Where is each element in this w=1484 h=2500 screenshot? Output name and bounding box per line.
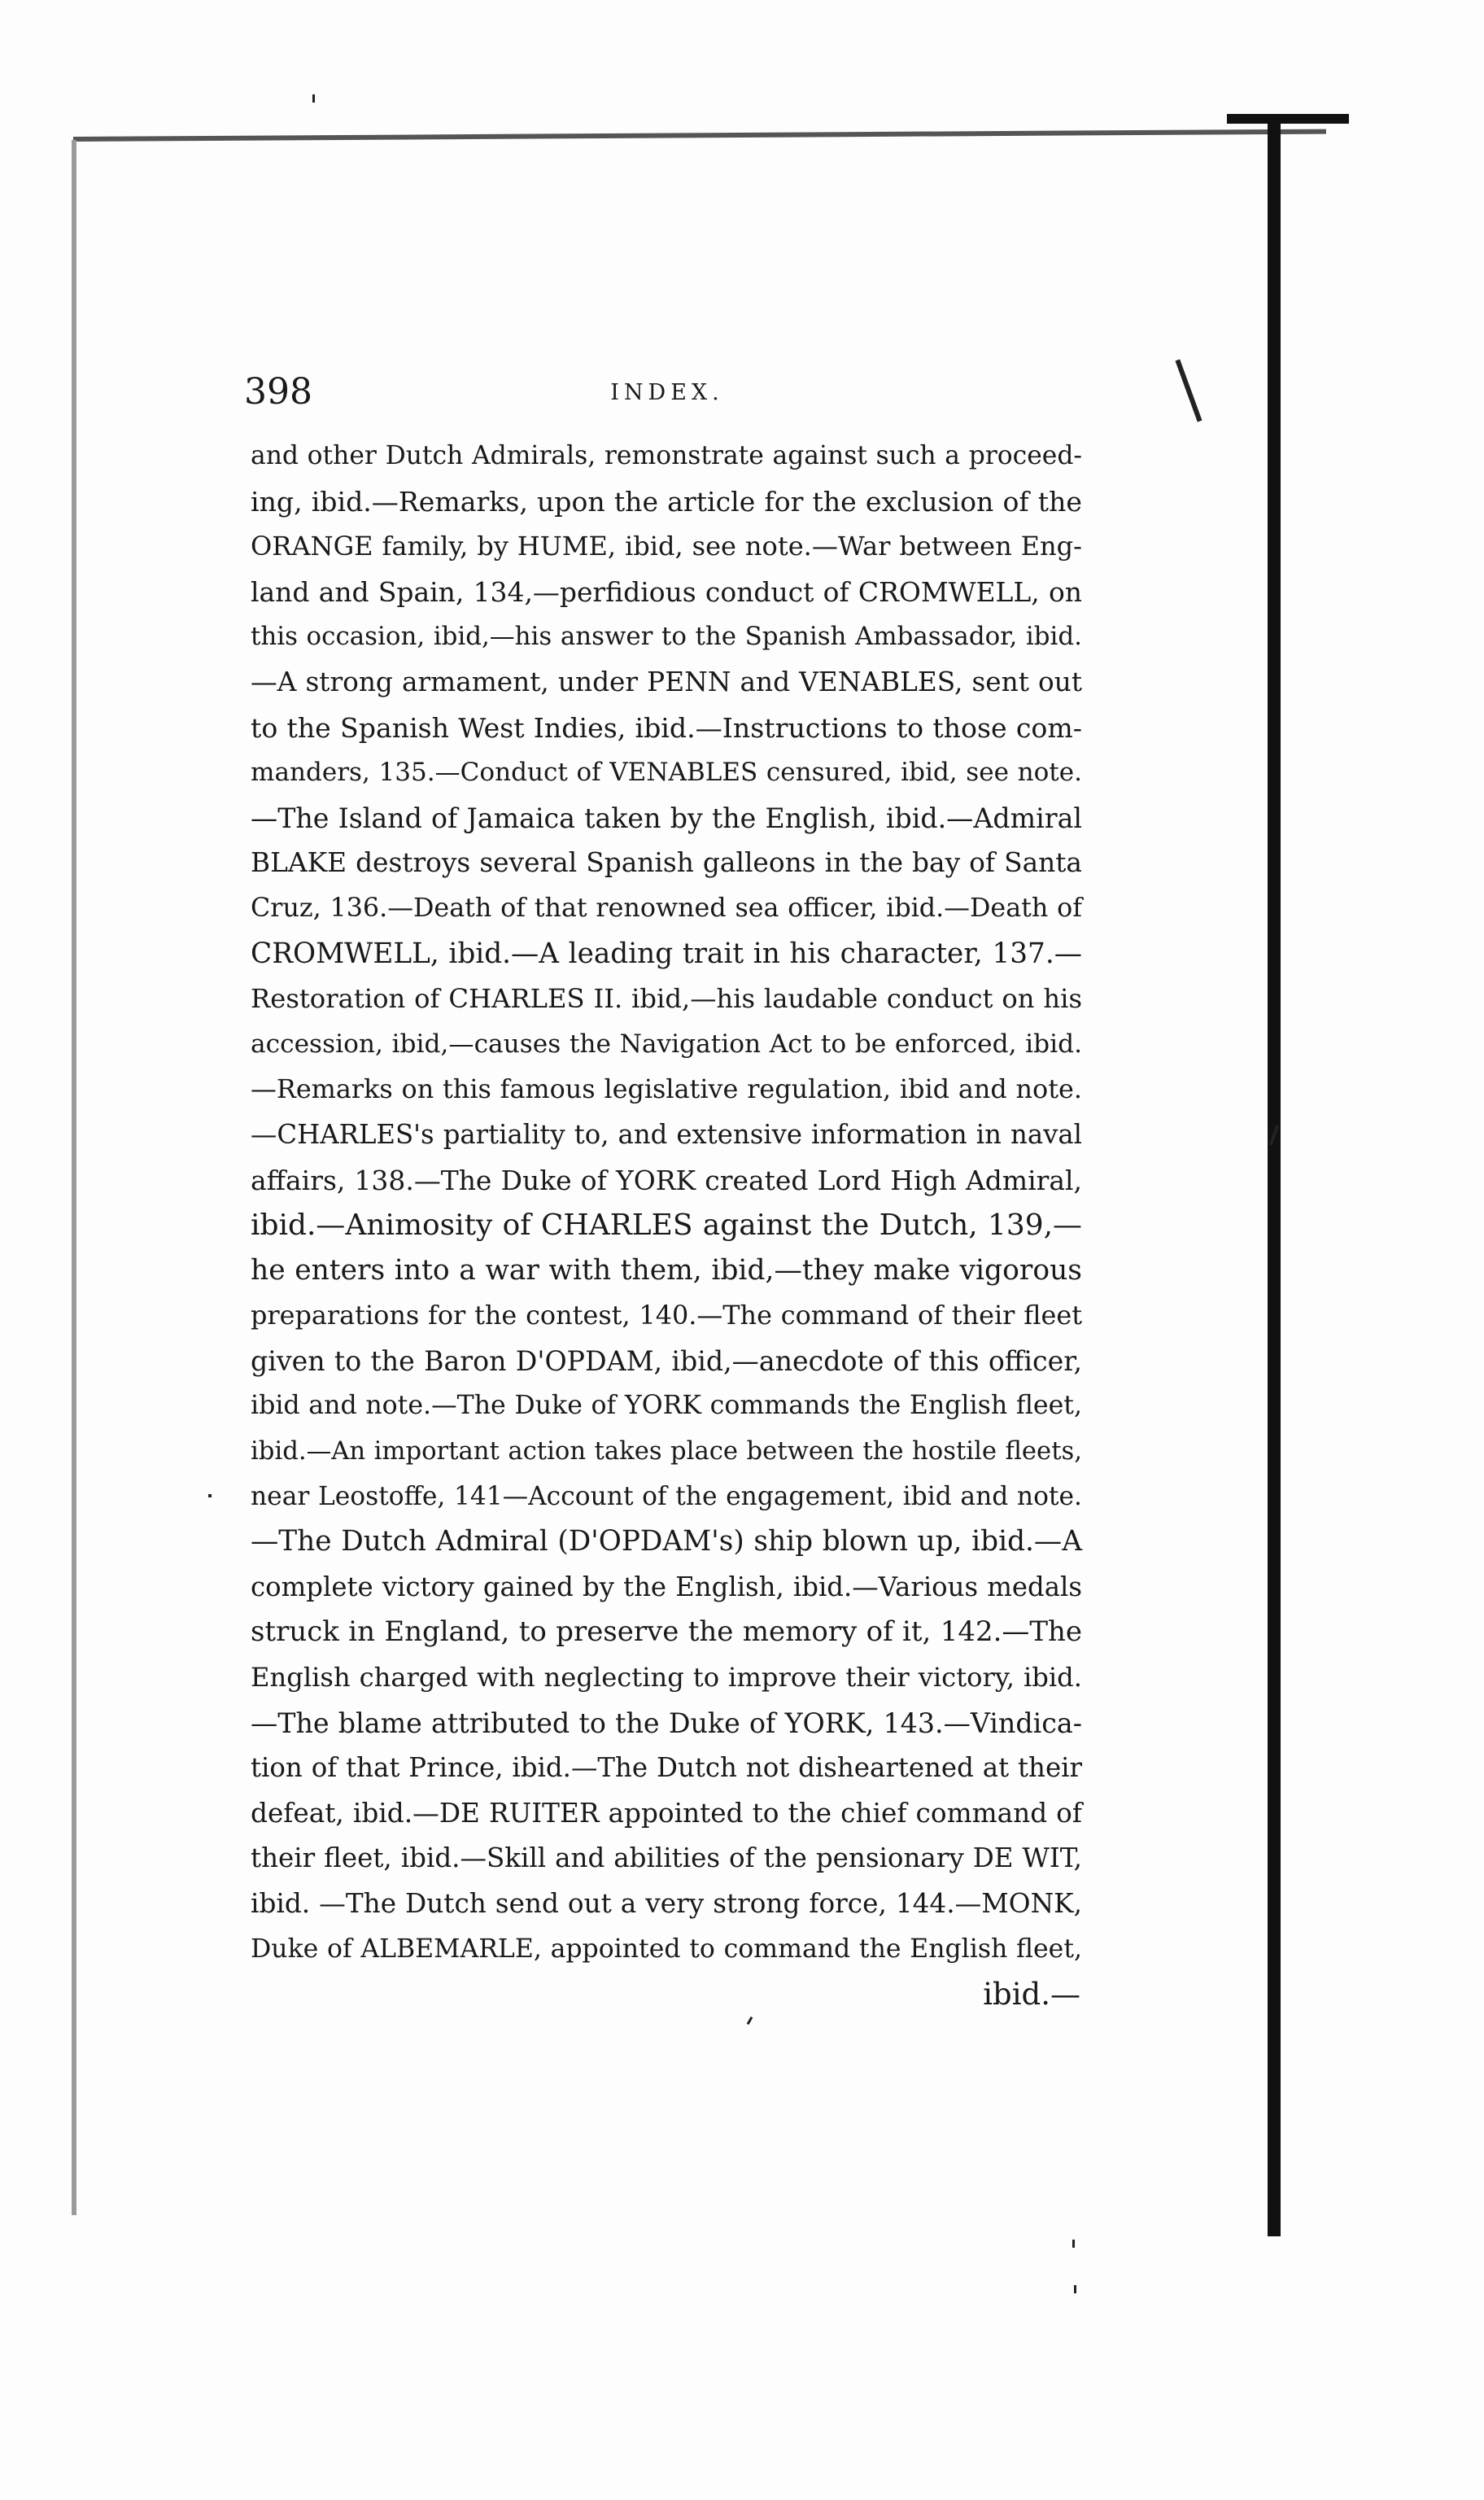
page-left-edge	[72, 140, 76, 2215]
text-line: struck in England, to preserve the memory of it, 142.—The	[251, 1615, 1082, 1649]
text-line: CROMWELL, ibid.—A leading trait in his character, 137.—	[251, 937, 1082, 970]
text-line: ORANGE family, by HUME, ibid, see note.—War between Eng-	[251, 531, 1082, 562]
text-line: ibid.—An important action takes place between the hostile fleets,	[251, 1437, 1082, 1466]
index-entry-text	[251, 434, 1082, 2017]
scan-speck	[1074, 2285, 1076, 2293]
text-line: Duke of ALBEMARLE, appointed to command the English fleet,	[251, 1934, 1082, 1964]
text-line: near Leostoffe, 141—Account of the engagement, ibid and note.	[251, 1481, 1082, 1511]
binding-bar	[1268, 120, 1281, 2236]
text-line: their fleet, ibid.—Skill and abilities of the pensionary DE WIT,	[251, 1842, 1082, 1874]
page-top-edge	[73, 129, 1326, 142]
text-line: tion of that Prince, ibid.—The Dutch not disheartened at their	[251, 1752, 1082, 1784]
text-line: he enters into a war with them, ibid,—they make vigorous	[251, 1253, 1082, 1287]
scan-speck	[1176, 359, 1202, 422]
text-line: —CHARLES's partiality to, and extensive information in naval	[251, 1118, 1082, 1150]
text-line: ing, ibid.—Remarks, upon the article for the exclusion of the	[251, 485, 1082, 518]
text-line: given to the Baron D'OPDAM, ibid,—anecdote of this officer,	[251, 1344, 1082, 1377]
binding-cap	[1227, 114, 1349, 124]
page-header	[244, 368, 1090, 417]
text-line: Restoration of CHARLES II. ibid,—his laudable conduct on his	[251, 983, 1082, 1015]
text-line: ibid.—Animosity of CHARLES against the Dutch, 139,—	[251, 1208, 1082, 1243]
text-line: ibid and note.—The Duke of YORK commands the English fleet,	[251, 1391, 1082, 1421]
text-line: preparations for the contest, 140.—The command of their fleet	[251, 1300, 1082, 1331]
text-line: this occasion, ibid,—his answer to the Spanish Ambassador, ibid.	[251, 622, 1082, 652]
text-line: complete victory gained by the English, ibid.—Various medals	[251, 1571, 1082, 1602]
text-line: and other Dutch Admirals, remonstrate against such a proceed-	[251, 441, 1082, 470]
scan-speck	[312, 94, 315, 103]
text-line: —The Island of Jamaica taken by the English, ibid.—Admiral	[251, 802, 1082, 834]
scan-speck	[1072, 2240, 1075, 2248]
text-line: defeat, ibid.—DE RUITER appointed to the chief command of	[251, 1797, 1082, 1829]
text-line: —A strong armament, under PENN and VENABLES, sent out	[251, 666, 1082, 697]
text-line: —The Dutch Admiral (D'OPDAM's) ship blown up, ibid.—A	[251, 1525, 1082, 1558]
text-line: ibid. —The Dutch send out a very strong force, 144.—MONK,	[251, 1888, 1082, 1919]
text-line: —Remarks on this famous legislative regulation, ibid and note.	[251, 1073, 1082, 1105]
page-number: 398	[244, 371, 312, 413]
text-line: —The blame attributed to the Duke of YORK, 143.—Vindica-	[251, 1707, 1082, 1739]
text-line: to the Spanish West Indies, ibid.—Instructions to those com-	[251, 711, 1082, 744]
text-line: land and Spain, 134,—perfidious conduct of CROMWELL, on	[251, 575, 1082, 608]
text-line: Cruz, 136.—Death of that renowned sea officer, ibid.—Death of	[251, 893, 1082, 923]
text-line: English charged with neglecting to improve their victory, ibid.	[251, 1662, 1082, 1694]
text-line: accession, ibid,—causes the Navigation Act to be enforced, ibid.	[251, 1029, 1082, 1059]
text-line: manders, 135.—Conduct of VENABLES censured, ibid, see note.	[251, 758, 1082, 788]
text-line: ibid.—	[983, 1977, 1080, 2013]
text-line: affairs, 138.—The Duke of YORK created Lord High Admiral,	[251, 1164, 1082, 1196]
scan-speck	[747, 2017, 753, 2025]
text-line: BLAKE destroys several Spanish galleons in the bay of Santa	[251, 847, 1082, 879]
scan-speck	[208, 1494, 212, 1497]
running-head: INDEX.	[610, 380, 724, 405]
